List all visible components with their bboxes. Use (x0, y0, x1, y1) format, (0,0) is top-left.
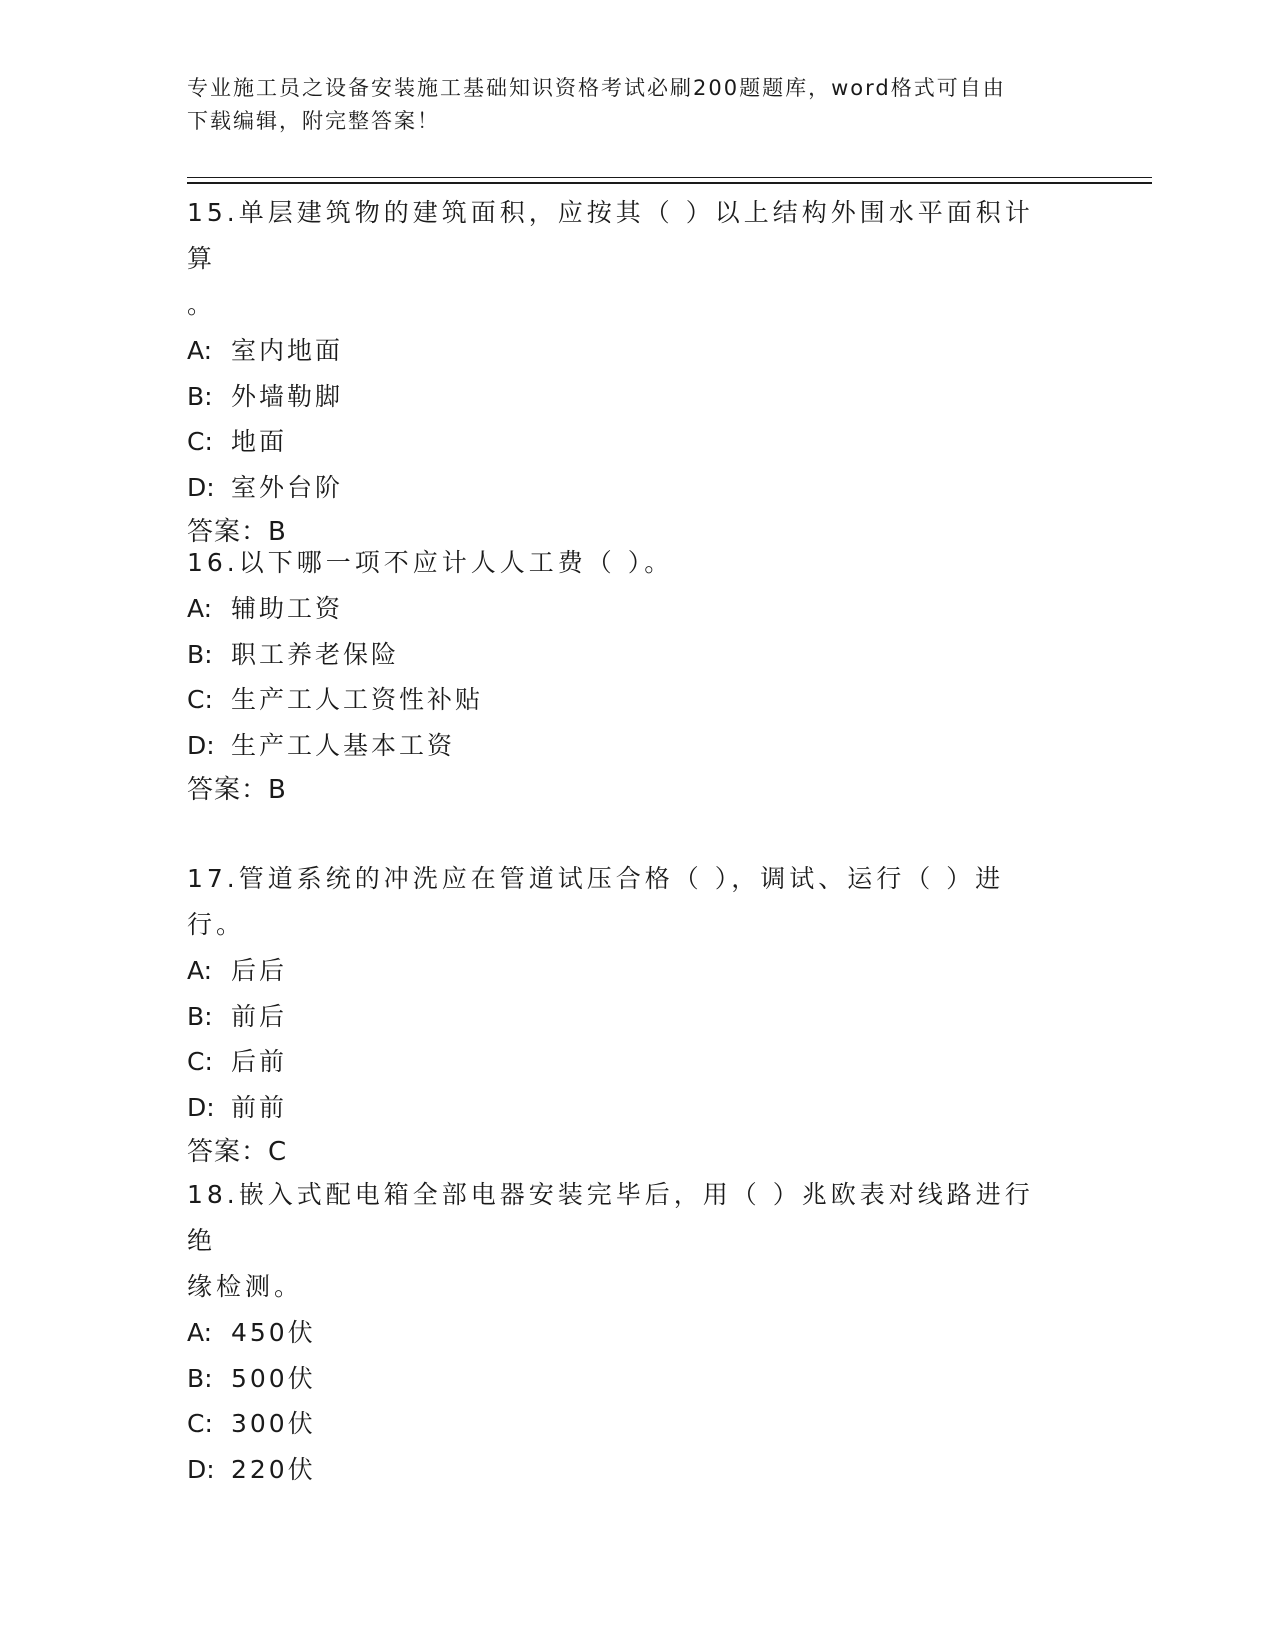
answer-line: 答案：B (187, 775, 287, 805)
option-b (187, 994, 1057, 1040)
option-text: 职工养老保险 (231, 639, 400, 669)
option-text: 450伏 (231, 1318, 316, 1347)
option-d (187, 1447, 1057, 1493)
option-key: A: (187, 336, 213, 365)
option-text: 后后 (231, 956, 288, 985)
option-b (187, 1356, 1057, 1402)
option-key: C: (187, 1047, 213, 1076)
question-stem: 15.单层建筑物的建筑面积，应按其（ ）以上结构外围水平面积计算 (187, 198, 1034, 273)
answer-line: 答案：B (187, 517, 287, 547)
option-text: 前前 (231, 1092, 288, 1122)
question-18 (187, 1172, 1057, 1492)
option-text: 生产工人工资性补贴 (231, 685, 484, 714)
question-stem: 17.管道系统的冲洗应在管道试压合格（ ），调试、运行（ ）进行。 (187, 864, 1005, 939)
option-d (187, 1085, 1057, 1131)
option-b (187, 632, 1057, 678)
option-a (187, 586, 1057, 632)
question-17 (187, 856, 1057, 1176)
option-key: C: (187, 1409, 213, 1438)
question-stem-continuation: 缘检测。 (187, 1272, 304, 1301)
option-a (187, 328, 1057, 374)
option-d (187, 723, 1057, 769)
option-text: 地面 (231, 427, 288, 456)
option-b (187, 374, 1057, 420)
option-text: 300伏 (231, 1409, 316, 1438)
option-key: D: (187, 472, 215, 502)
option-c (187, 1401, 1057, 1447)
option-text: 室外台阶 (231, 472, 344, 502)
option-key: C: (187, 427, 213, 456)
option-key: B: (187, 1363, 213, 1393)
option-key: A: (187, 594, 213, 623)
option-text: 500伏 (231, 1363, 316, 1393)
option-c (187, 677, 1057, 723)
option-d (187, 465, 1057, 511)
option-c (187, 1039, 1057, 1085)
question-stem: 16.以下哪一项不应计人人工费（ ）。 (187, 548, 674, 577)
option-key: D: (187, 730, 215, 760)
option-text: 220伏 (231, 1454, 316, 1484)
header-divider-thin (187, 177, 1152, 178)
question-stem-continuation: 。 (187, 290, 217, 319)
option-text: 前后 (231, 1001, 288, 1031)
option-text: 辅助工资 (231, 594, 344, 623)
question-stem: 18.嵌入式配电箱全部电器安装完毕后，用（ ）兆欧表对线路进行绝 (187, 1180, 1034, 1255)
option-key: A: (187, 1318, 213, 1347)
option-key: B: (187, 639, 213, 669)
answer-line: 答案：C (187, 1137, 288, 1167)
option-key: A: (187, 956, 213, 985)
option-key: D: (187, 1454, 215, 1484)
option-a (187, 948, 1057, 994)
option-key: D: (187, 1092, 215, 1122)
header-line-1: 专业施工员之设备安装施工基础知识资格考试必刷200题题库，word格式可自由 (187, 76, 1006, 100)
option-a (187, 1310, 1057, 1356)
option-key: C: (187, 685, 213, 714)
question-15 (187, 190, 1057, 556)
option-c (187, 419, 1057, 465)
option-text: 生产工人基本工资 (231, 730, 456, 760)
option-key: B: (187, 1001, 213, 1031)
option-text: 后前 (231, 1047, 288, 1076)
header-divider-thick (187, 182, 1152, 184)
option-text: 外墙勒脚 (231, 381, 344, 411)
header-line-2: 下载编辑，附完整答案！ (187, 109, 440, 133)
question-16 (187, 540, 1057, 814)
option-text: 室内地面 (231, 336, 344, 365)
option-key: B: (187, 381, 213, 411)
document-header (187, 72, 1087, 138)
